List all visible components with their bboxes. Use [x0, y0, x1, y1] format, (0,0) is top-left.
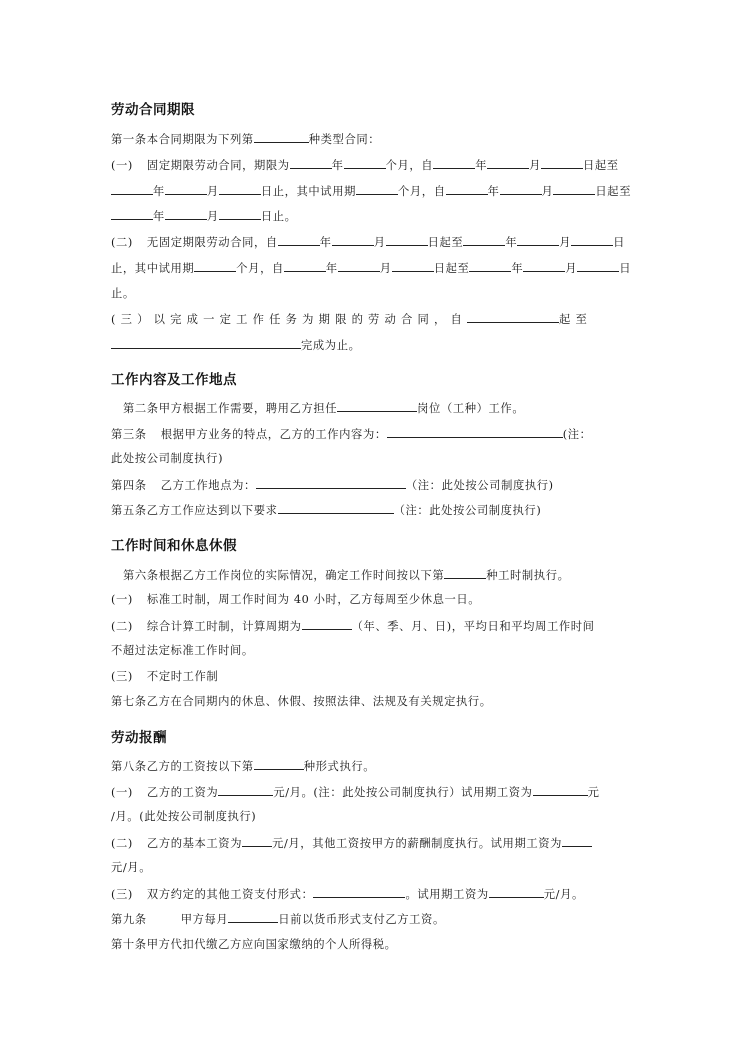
text: 年	[319, 236, 332, 249]
blank-field[interactable]	[446, 183, 488, 195]
heading-contract-term: 劳动合同期限	[111, 102, 195, 118]
blank-field[interactable]	[467, 311, 559, 323]
blank-field[interactable]	[313, 886, 405, 898]
text: 完成为止。	[301, 339, 361, 352]
blank-field[interactable]	[463, 234, 505, 246]
text: 无固定期限劳动合同，自	[146, 236, 278, 249]
article-1-item-1-line-1	[111, 157, 633, 174]
blank-field[interactable]	[571, 234, 613, 246]
text: 种形式执行。	[303, 760, 376, 773]
blank-field[interactable]	[433, 157, 475, 169]
article-5	[111, 502, 633, 519]
blank-field[interactable]	[111, 337, 301, 349]
text: 个月，自	[398, 185, 446, 198]
article-6	[111, 567, 645, 584]
text: 年	[487, 185, 500, 198]
blank-field[interactable]	[541, 157, 583, 169]
text: 日止。	[260, 210, 297, 223]
blank-field[interactable]	[469, 260, 511, 272]
article-8-item-2-line-2	[111, 860, 633, 876]
blank-field[interactable]	[489, 886, 544, 898]
text: 根据甲方业务的特点，乙方的工作内容为：	[160, 428, 387, 441]
text: 个月，自	[385, 159, 434, 172]
item-number: (三)	[111, 670, 133, 683]
text: 月	[565, 262, 578, 275]
article-1-item-3-line-2	[111, 337, 633, 354]
blank-field[interactable]	[577, 260, 619, 272]
article-1-item-3-line-1	[111, 311, 633, 328]
blank-field[interactable]	[290, 157, 332, 169]
blank-field[interactable]	[517, 234, 559, 246]
article-1-item-1-line-3	[111, 208, 633, 225]
text: 。试用期工资为	[405, 888, 489, 901]
text: 月	[373, 236, 386, 249]
text: 月	[206, 210, 219, 223]
text: 日起至	[433, 262, 470, 275]
article-8-item-2-line-1	[111, 835, 633, 852]
text: 月	[559, 236, 572, 249]
article-9	[111, 911, 633, 928]
text: 固定期限劳动合同，期限为	[146, 159, 290, 172]
blank-field[interactable]	[111, 208, 153, 220]
text: 种工时制执行。	[486, 569, 570, 582]
text: （年、季、月、日)，平均日和平均周工作时间	[351, 620, 595, 633]
text: 日起至	[595, 185, 632, 198]
text: 个月，自	[236, 262, 284, 275]
article-1-item-2-line-1	[111, 234, 633, 251]
article-8	[111, 758, 633, 775]
blank-field[interactable]	[444, 567, 486, 579]
text: 年	[331, 159, 344, 172]
text: 起至	[559, 313, 593, 326]
article-4	[111, 477, 633, 494]
text: 乙方的基本工资为	[146, 837, 243, 850]
text: 元/月，其他工资按甲方的薪酬制度执行。试用期工资为	[272, 837, 563, 850]
text: （注：此处按公司制度执行)	[405, 479, 554, 492]
text: 日	[613, 236, 626, 249]
blank-field[interactable]	[332, 234, 374, 246]
text: 年	[475, 159, 488, 172]
text: 乙方的工资为	[146, 786, 219, 799]
text: 日止，其中试用期	[260, 185, 356, 198]
item-number: (三)	[111, 888, 133, 901]
heading-work-content-location: 工作内容及工作地点	[111, 372, 237, 388]
article-6-item-1	[111, 592, 633, 608]
text: 此处按公司制度执行)	[111, 452, 224, 465]
text: /月。(此处按公司制度执行)	[111, 810, 257, 823]
text: 甲方每月	[180, 913, 229, 926]
text: 第五条乙方工作应达到以下要求	[111, 504, 278, 517]
item-number: (一)	[111, 786, 133, 799]
text: 岗位（工种）工作。	[417, 402, 525, 415]
article-6-item-3	[111, 669, 633, 685]
text: 元/月。(注：此处按公司制度执行）试用期工资为	[273, 786, 533, 799]
blank-field[interactable]	[500, 183, 542, 195]
text: 年	[153, 210, 165, 223]
text: 年	[511, 262, 524, 275]
text: 第六条根据乙方工作岗位的实际情况，确定工作时间按以下第	[123, 569, 445, 582]
text: (注：	[562, 428, 592, 441]
blank-field[interactable]	[523, 260, 565, 272]
text: 种类型合同：	[308, 133, 381, 146]
article-8-item-3	[111, 886, 633, 903]
article-number: 第三条	[111, 428, 147, 441]
blank-field[interactable]	[254, 131, 309, 143]
item-number: (一)	[111, 593, 133, 606]
article-3-line-2	[111, 451, 633, 467]
article-10	[111, 937, 633, 953]
text: 日起至	[583, 159, 619, 172]
article-1-item-2-line-3	[111, 286, 633, 302]
text: 综合计算工时制，计算周期为	[146, 620, 302, 633]
text: 元/月。	[111, 861, 152, 874]
text: 元/月。	[543, 888, 584, 901]
text: 不超过法定标准工作时间。	[111, 644, 254, 657]
article-7	[111, 694, 633, 710]
text: 第二条甲方根据工作需要，聘用乙方担任	[123, 402, 338, 415]
article-2	[111, 400, 645, 417]
blank-field[interactable]	[219, 183, 261, 195]
item-number: (二)	[111, 837, 133, 850]
blank-field[interactable]	[194, 260, 236, 272]
blank-field[interactable]	[256, 477, 406, 489]
blank-field[interactable]	[219, 208, 261, 220]
text: 止，其中试用期	[111, 262, 195, 275]
text: 第一条本合同期限为下列第	[111, 133, 254, 146]
blank-field[interactable]	[356, 183, 398, 195]
article-number: 第四条	[111, 479, 147, 492]
text: 第十条甲方代扣代缴乙方应向国家缴纳的个人所得税。	[111, 938, 397, 951]
blank-field[interactable]	[278, 234, 320, 246]
text: 月	[529, 159, 541, 172]
text: 元	[587, 786, 600, 799]
blank-field[interactable]	[284, 260, 326, 272]
article-1-item-1-line-2	[111, 183, 633, 200]
item-number: (一)	[111, 159, 133, 172]
text: （注：此处按公司制度执行)	[393, 504, 542, 517]
text: 第七条乙方在合同期内的休息、休假、按照法律、法规及有关规定执行。	[111, 695, 492, 708]
text: 不定时工作制	[146, 670, 219, 683]
text: 年	[505, 236, 518, 249]
text: 第八条乙方的工资按以下第	[111, 760, 254, 773]
article-8-item-1-line-1	[111, 784, 633, 801]
blank-field[interactable]	[387, 426, 563, 438]
text: 日起至	[427, 236, 464, 249]
text: 日前以货币形式支付乙方工资。	[278, 913, 445, 926]
blank-field[interactable]	[487, 157, 529, 169]
article-1	[111, 131, 633, 148]
text: 月	[206, 185, 219, 198]
heading-remuneration: 劳动报酬	[111, 730, 167, 746]
article-number: 第九条	[111, 913, 147, 926]
text: 标准工时制，周工作时间为 40 小时，乙方每周至少休息一日。	[146, 593, 481, 606]
blank-field[interactable]	[337, 400, 417, 412]
blank-field[interactable]	[218, 784, 273, 796]
text: 月	[541, 185, 554, 198]
text: 日	[619, 262, 632, 275]
article-3-line-1	[111, 426, 633, 443]
text: 乙方工作地点为：	[160, 479, 256, 492]
blank-field[interactable]	[302, 618, 352, 630]
text: 月	[379, 262, 392, 275]
blank-field[interactable]	[338, 260, 380, 272]
blank-field[interactable]	[386, 234, 428, 246]
article-8-item-1-line-2	[111, 809, 633, 825]
blank-field[interactable]	[165, 183, 207, 195]
text: (三）以完成一定工作任务为期限的劳动合同，自	[111, 313, 468, 326]
blank-field[interactable]	[562, 835, 592, 847]
blank-field[interactable]	[228, 911, 278, 923]
item-number: (二)	[111, 620, 133, 633]
blank-field[interactable]	[111, 183, 153, 195]
article-6-item-2-line-1	[111, 618, 633, 635]
article-1-item-2-line-2	[111, 260, 633, 277]
text: 年	[153, 185, 165, 198]
heading-working-hours-rest: 工作时间和休息休假	[111, 538, 237, 554]
blank-field[interactable]	[165, 208, 207, 220]
article-6-item-2-line-2	[111, 643, 633, 659]
text: 双方约定的其他工资支付形式：	[146, 888, 314, 901]
text: 止。	[111, 287, 135, 300]
item-number: (二)	[111, 236, 133, 249]
blank-field[interactable]	[242, 835, 272, 847]
text: 年	[325, 262, 338, 275]
blank-field[interactable]	[254, 758, 304, 770]
blank-field[interactable]	[553, 183, 595, 195]
blank-field[interactable]	[533, 784, 588, 796]
blank-field[interactable]	[392, 260, 434, 272]
blank-field[interactable]	[344, 157, 386, 169]
blank-field[interactable]	[278, 502, 394, 514]
